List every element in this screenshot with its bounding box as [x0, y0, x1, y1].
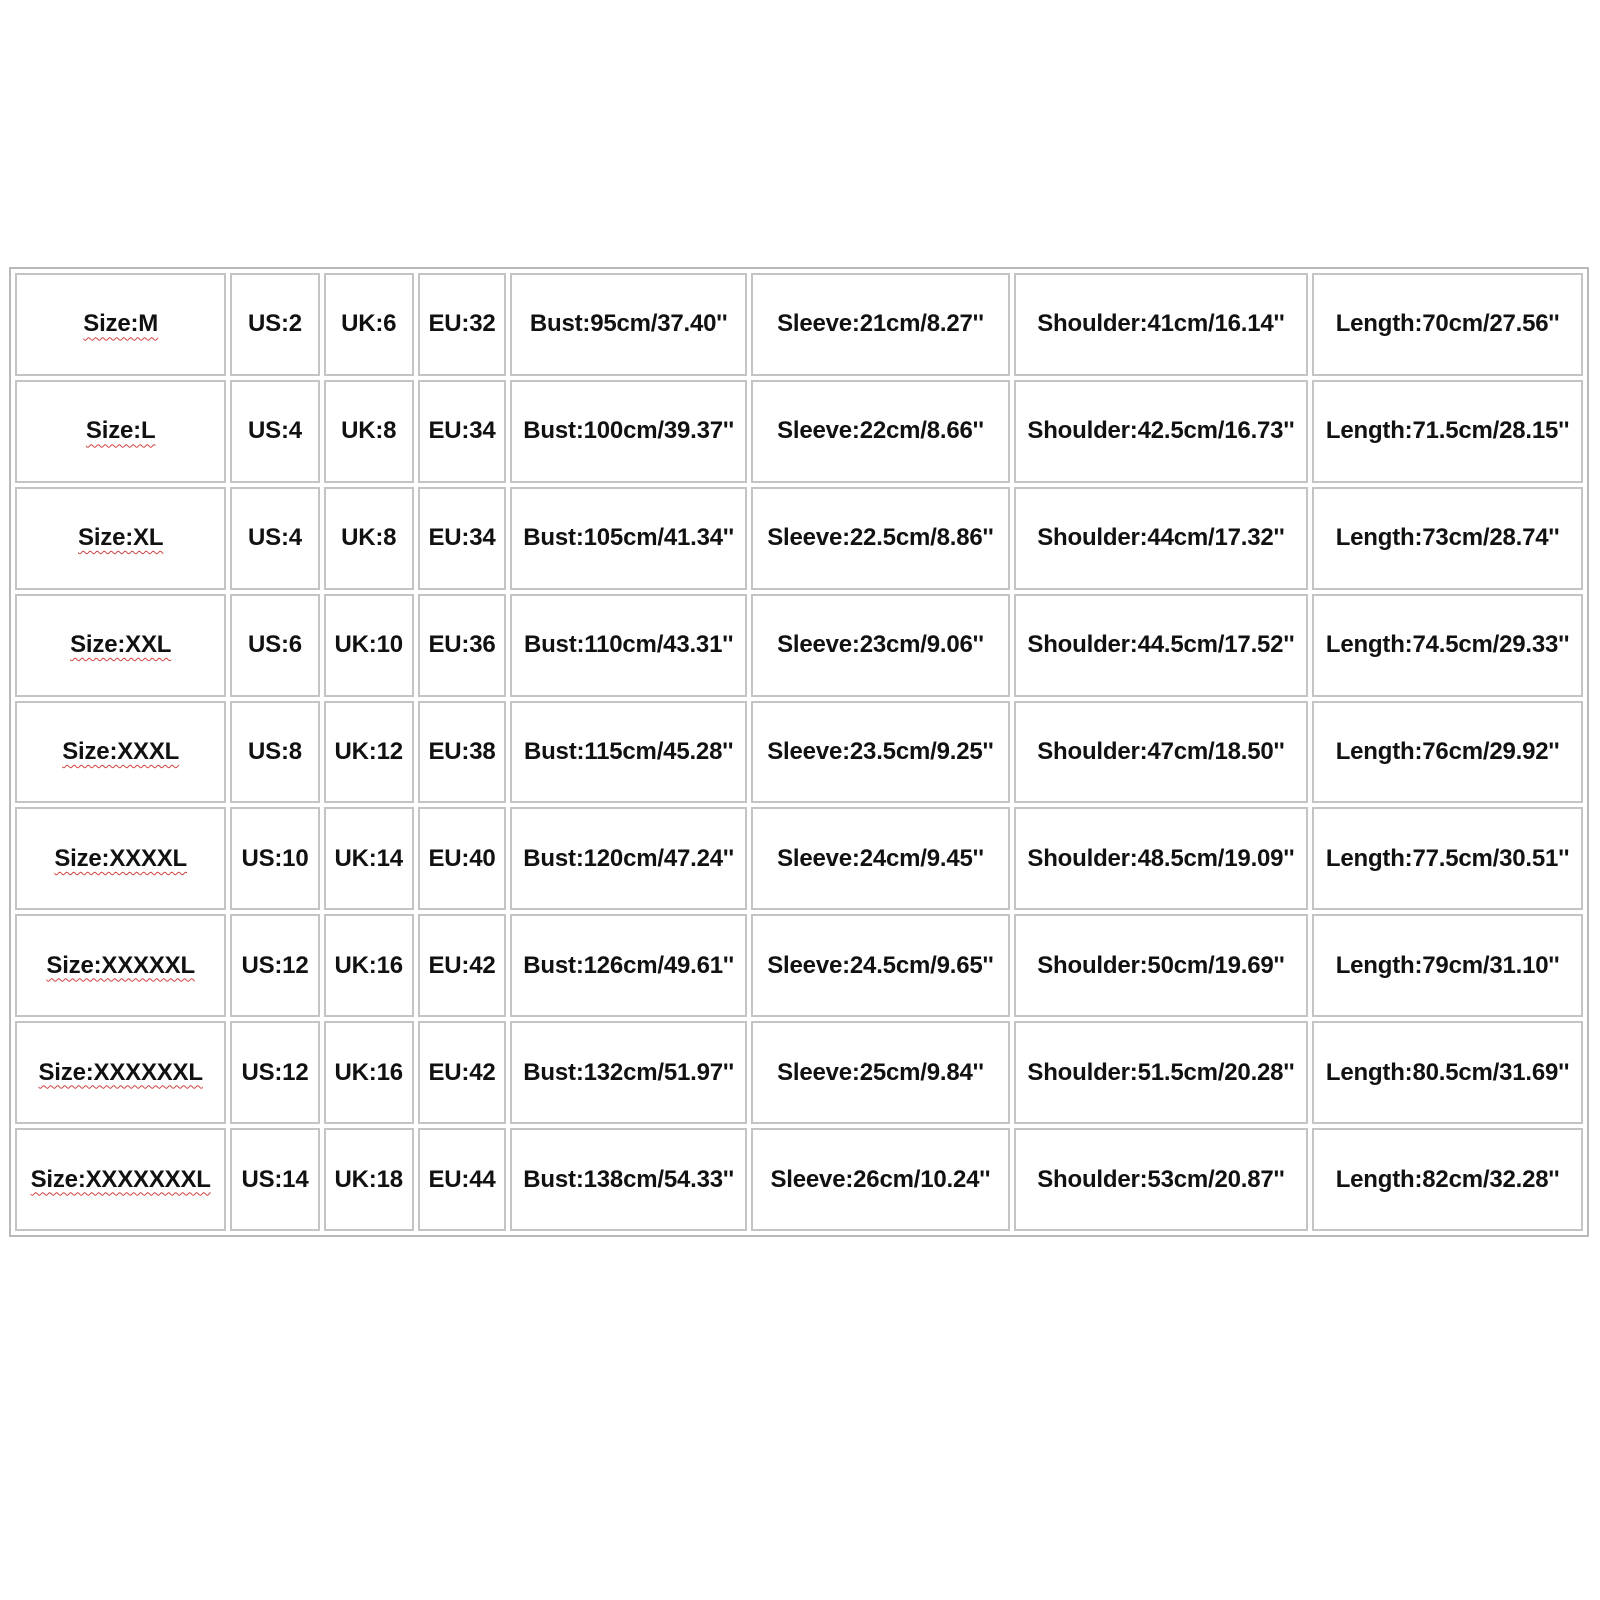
uk-size-cell: UK:16	[324, 1021, 414, 1124]
table-row	[15, 594, 1583, 697]
table-row	[15, 273, 1583, 376]
eu-size-cell: EU:42	[418, 1021, 506, 1124]
eu-size-cell: EU:36	[418, 594, 506, 697]
sleeve-cell: Sleeve:23.5cm/9.25''	[751, 701, 1010, 804]
shoulder-cell: Shoulder:50cm/19.69''	[1014, 914, 1308, 1017]
uk-size-cell: UK:12	[324, 701, 414, 804]
shoulder-cell: Shoulder:48.5cm/19.09''	[1014, 807, 1308, 910]
length-cell: Length:76cm/29.92''	[1312, 701, 1583, 804]
bust-cell: Bust:126cm/49.61''	[510, 914, 747, 1017]
size-cell: Size:XXXXL	[15, 807, 226, 910]
table-row	[15, 701, 1583, 804]
shoulder-cell: Shoulder:41cm/16.14''	[1014, 273, 1308, 376]
size-cell: Size:XXXXXXXL	[15, 1128, 226, 1231]
bust-cell: Bust:138cm/54.33''	[510, 1128, 747, 1231]
eu-size-cell: EU:34	[418, 487, 506, 590]
us-size-cell: US:6	[230, 594, 319, 697]
us-size-cell: US:8	[230, 701, 319, 804]
eu-size-cell: EU:32	[418, 273, 506, 376]
sleeve-cell: Sleeve:22cm/8.66''	[751, 380, 1010, 483]
uk-size-cell: UK:8	[324, 487, 414, 590]
us-size-cell: US:4	[230, 487, 319, 590]
us-size-cell: US:4	[230, 380, 319, 483]
eu-size-cell: EU:40	[418, 807, 506, 910]
length-cell: Length:80.5cm/31.69''	[1312, 1021, 1583, 1124]
eu-size-cell: EU:42	[418, 914, 506, 1017]
table-row	[15, 807, 1583, 910]
eu-size-cell: EU:44	[418, 1128, 506, 1231]
size-cell: Size:XXXXXXL	[15, 1021, 226, 1124]
us-size-cell: US:14	[230, 1128, 319, 1231]
eu-size-cell: EU:34	[418, 380, 506, 483]
bust-cell: Bust:105cm/41.34''	[510, 487, 747, 590]
eu-size-cell: EU:38	[418, 701, 506, 804]
bust-cell: Bust:115cm/45.28''	[510, 701, 747, 804]
table-row	[15, 487, 1583, 590]
sleeve-cell: Sleeve:24cm/9.45''	[751, 807, 1010, 910]
us-size-cell: US:10	[230, 807, 319, 910]
size-cell: Size:XXXL	[15, 701, 226, 804]
bust-cell: Bust:110cm/43.31''	[510, 594, 747, 697]
size-chart	[9, 267, 1589, 1237]
uk-size-cell: UK:8	[324, 380, 414, 483]
uk-size-cell: UK:16	[324, 914, 414, 1017]
shoulder-cell: Shoulder:44.5cm/17.52''	[1014, 594, 1308, 697]
us-size-cell: US:12	[230, 914, 319, 1017]
size-cell: Size:XL	[15, 487, 226, 590]
bust-cell: Bust:95cm/37.40''	[510, 273, 747, 376]
us-size-cell: US:12	[230, 1021, 319, 1124]
sleeve-cell: Sleeve:21cm/8.27''	[751, 273, 1010, 376]
uk-size-cell: UK:18	[324, 1128, 414, 1231]
sleeve-cell: Sleeve:23cm/9.06''	[751, 594, 1010, 697]
bust-cell: Bust:132cm/51.97''	[510, 1021, 747, 1124]
table-row	[15, 1021, 1583, 1124]
uk-size-cell: UK:10	[324, 594, 414, 697]
sleeve-cell: Sleeve:22.5cm/8.86''	[751, 487, 1010, 590]
table-row	[15, 1128, 1583, 1231]
size-cell: Size:L	[15, 380, 226, 483]
shoulder-cell: Shoulder:47cm/18.50''	[1014, 701, 1308, 804]
table-row	[15, 914, 1583, 1017]
size-table	[11, 269, 1587, 1235]
sleeve-cell: Sleeve:24.5cm/9.65''	[751, 914, 1010, 1017]
length-cell: Length:71.5cm/28.15''	[1312, 380, 1583, 483]
size-cell: Size:XXXXXL	[15, 914, 226, 1017]
shoulder-cell: Shoulder:44cm/17.32''	[1014, 487, 1308, 590]
shoulder-cell: Shoulder:42.5cm/16.73''	[1014, 380, 1308, 483]
shoulder-cell: Shoulder:51.5cm/20.28''	[1014, 1021, 1308, 1124]
length-cell: Length:82cm/32.28''	[1312, 1128, 1583, 1231]
length-cell: Length:73cm/28.74''	[1312, 487, 1583, 590]
table-row	[15, 380, 1583, 483]
size-cell: Size:XXL	[15, 594, 226, 697]
length-cell: Length:79cm/31.10''	[1312, 914, 1583, 1017]
uk-size-cell: UK:6	[324, 273, 414, 376]
sleeve-cell: Sleeve:26cm/10.24''	[751, 1128, 1010, 1231]
bust-cell: Bust:120cm/47.24''	[510, 807, 747, 910]
sleeve-cell: Sleeve:25cm/9.84''	[751, 1021, 1010, 1124]
length-cell: Length:77.5cm/30.51''	[1312, 807, 1583, 910]
length-cell: Length:70cm/27.56''	[1312, 273, 1583, 376]
us-size-cell: US:2	[230, 273, 319, 376]
shoulder-cell: Shoulder:53cm/20.87''	[1014, 1128, 1308, 1231]
bust-cell: Bust:100cm/39.37''	[510, 380, 747, 483]
length-cell: Length:74.5cm/29.33''	[1312, 594, 1583, 697]
size-cell: Size:M	[15, 273, 226, 376]
uk-size-cell: UK:14	[324, 807, 414, 910]
